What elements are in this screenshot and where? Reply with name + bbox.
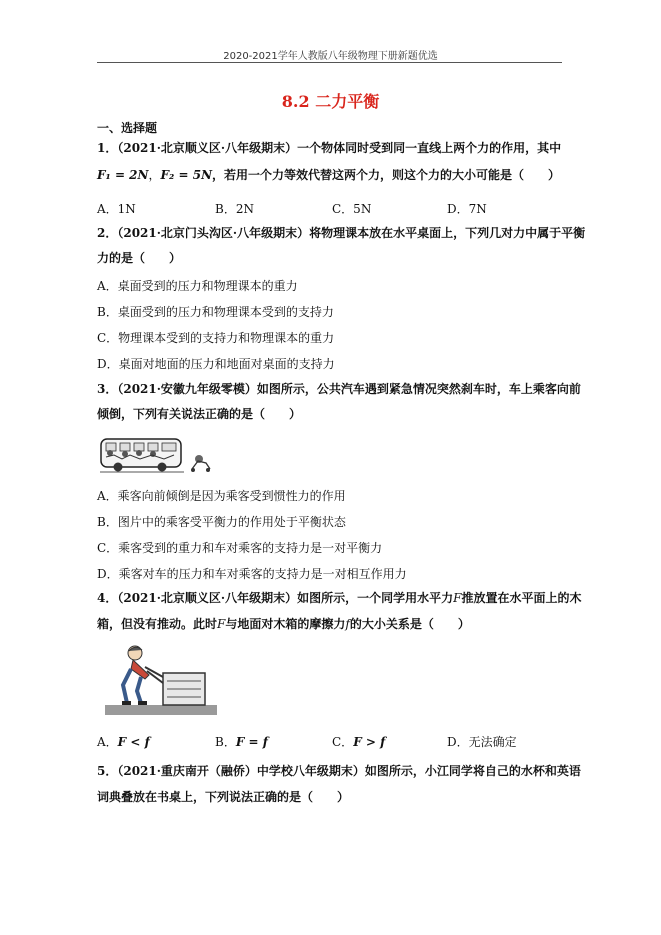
q4-line1-b: 推放置在水平面上的木 <box>461 591 582 605</box>
q4-option-c-label: C． <box>332 735 354 749</box>
q3-line2: 倾倒，下列有关说法正确的是（ ） <box>97 407 302 421</box>
q1-option-c[interactable]: C．5N <box>332 202 372 216</box>
push-box-illustration <box>105 643 217 715</box>
q4-option-d[interactable]: D．无法确定 <box>447 735 517 749</box>
q1-line2-rest: ，若用一个力等效代替这两个力，则这个力的大小可能是（ ） <box>212 168 561 182</box>
q5-line1: 5．（2021·重庆南开（融侨）中学校八年级期末）如图所示，小江同学将自己的水杯和英语 <box>97 764 581 778</box>
page-header: 2020-2021学年人教版八年级物理下册新题优选 <box>223 51 438 62</box>
q2-line2: 力的是（ ） <box>97 251 182 265</box>
q2-option-d[interactable]: D．桌面对地面的压力和地面对桌面的支持力 <box>97 357 335 371</box>
q4-var-f-upper-2: F <box>217 617 226 631</box>
page-title: 8.2 二力平衡 <box>281 92 380 111</box>
q1-f1: F₁ = 2N <box>97 168 149 182</box>
q4-option-a-label: A． <box>97 735 118 749</box>
q1-option-a[interactable]: A．1N <box>97 202 136 216</box>
q4-var-f-lower: f <box>345 617 350 631</box>
q3-line1: 3．（2021·安徽九年级零模）如图所示，公共汽车遇到紧急情况突然刹车时，车上乘客向前 <box>97 382 581 396</box>
q1-line2: F₁ = 2N，F₂ = 5N，若用一个力等效代替这两个力，则这个力的大小可能是（ ） <box>97 168 561 182</box>
q3-option-b[interactable]: B．图片中的乘客受平衡力的作用处于平衡状态 <box>97 515 346 529</box>
q4-line2-b: 与地面对木箱的摩擦力 <box>225 617 346 631</box>
q4-line1-a: 4．（2021·北京顺义区·八年级期末）如图所示，一个同学用水平力 <box>97 591 454 605</box>
q4-line2-c: 的大小关系是（ ） <box>349 617 470 631</box>
q4-option-b-label: B． <box>215 735 236 749</box>
q3-option-a[interactable]: A．乘客向前倾倒是因为乘客受到惯性力的作用 <box>97 489 346 503</box>
q4-option-c-math: F > f <box>353 735 386 749</box>
q5-line2: 词典叠放在书桌上，下列说法正确的是（ ） <box>97 790 350 804</box>
q1-option-d[interactable]: D．7N <box>447 202 487 216</box>
q4-option-b-math: F = f <box>235 735 268 749</box>
bus-braking-illustration <box>100 433 218 473</box>
q4-option-b[interactable] <box>215 733 268 750</box>
q2-line1: 2．（2021·北京门头沟区·八年级期末）将物理课本放在水平桌面上，下列几对力中属于平衡 <box>97 226 586 240</box>
q4-option-a-math: F < f <box>117 735 150 749</box>
q4-line2 <box>97 616 470 632</box>
header-divider <box>97 62 562 63</box>
q2-option-c[interactable]: C．物理课本受到的支持力和物理课本的重力 <box>97 331 335 345</box>
q4-line2-a: 箱，但没有推动。此时 <box>97 617 218 631</box>
q2-option-a[interactable]: A．桌面受到的压力和物理课本的重力 <box>97 279 298 293</box>
q4-line1 <box>97 590 581 606</box>
q4-option-a[interactable] <box>97 733 150 750</box>
q1-f2: F₂ = 5N <box>160 168 213 182</box>
q1-line1: 1．（2021·北京顺义区·八年级期末）一个物体同时受到同一直线上两个力的作用，其中 <box>97 141 562 155</box>
section-heading: 一、选择题 <box>97 121 158 135</box>
q3-option-c[interactable]: C．乘客受到的重力和车对乘客的支持力是一对平衡力 <box>97 541 383 555</box>
q4-var-f-upper: F <box>453 591 462 605</box>
q1-option-b[interactable]: B．2N <box>215 202 254 216</box>
q3-option-d[interactable]: D．乘客对车的压力和车对乘客的支持力是一对相互作用力 <box>97 567 407 581</box>
q4-option-c[interactable] <box>332 733 385 750</box>
q2-option-b[interactable]: B．桌面受到的压力和物理课本受到的支持力 <box>97 305 334 319</box>
